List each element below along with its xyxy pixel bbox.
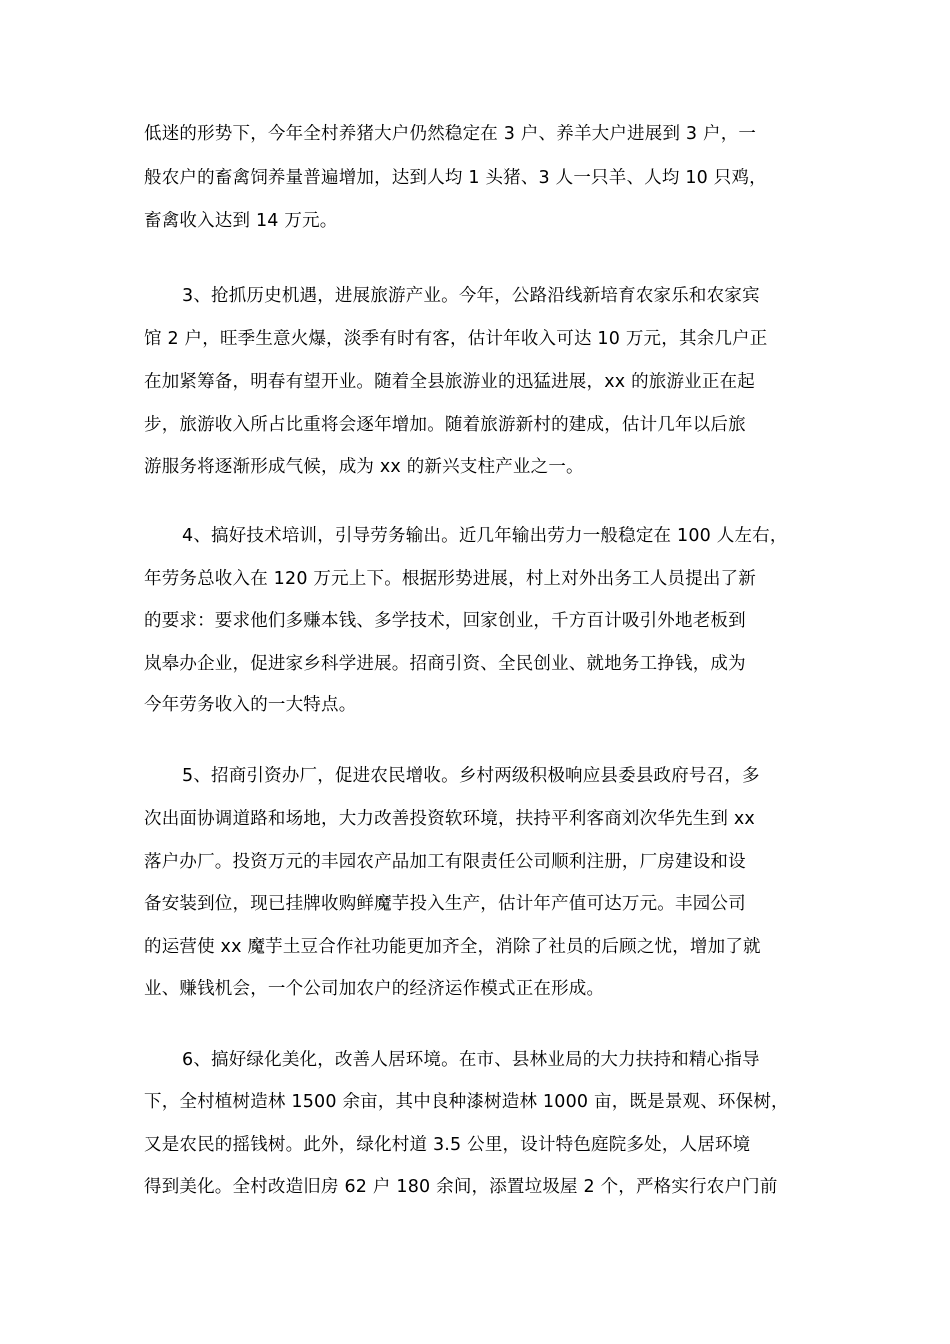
paragraph-4-line-3: 落户办厂。投资万元的丰园农产品加工有限责任公司顺利注册，厂房建设和设: [144, 852, 746, 872]
paragraph-3-line-4: 岚皋办企业，促进家乡科学进展。招商引资、全民创业、就地务工挣钱，成为: [144, 654, 746, 674]
paragraph-3-line-3: 的要求：要求他们多赚本钱、多学技术，回家创业，千方百计吸引外地老板到: [144, 611, 746, 631]
paragraph-2-line-2: 馆 2 户，旺季生意火爆，淡季有时有客，估计年收入可达 10 万元，其余几户正: [144, 329, 768, 349]
paragraph-4-line-4: 备安装到位，现已挂牌收购鲜魔芋投入生产，估计年产值可达万元。丰园公司: [144, 894, 746, 914]
paragraph-3-line-1: 4、搞好技术培训，引导劳务输出。近几年输出劳力一般稳定在 100 人左右，: [182, 526, 788, 546]
paragraph-2-line-1: 3、抢抓历史机遇，进展旅游产业。今年，公路沿线新培育农家乐和农家宾: [182, 286, 760, 306]
paragraph-5-line-2: 下，全村植树造林 1500 余亩，其中良种漆树造林 1000 亩，既是景观、环保树，: [144, 1092, 789, 1112]
paragraph-4-line-1: 5、招商引资办厂，促进农民增收。乡村两级积极响应县委县政府号召，多: [182, 766, 760, 786]
paragraph-3-line-5: 今年劳务收入的一大特点。: [144, 695, 357, 715]
paragraph-2-line-5: 游服务将逐渐形成气候，成为 xx 的新兴支柱产业之一。: [144, 457, 584, 477]
paragraph-4-line-6: 业、赚钱机会，一个公司加农户的经济运作模式正在形成。: [144, 979, 605, 999]
paragraph-5-line-3: 又是农民的摇钱树。此外，绿化村道 3.5 公里，设计特色庭院多处，人居环境: [144, 1135, 751, 1155]
paragraph-1-line-1: 低迷的形势下，今年全村养猪大户仍然稳定在 3 户、养羊大户进展到 3 户，一: [144, 124, 757, 144]
paragraph-5-line-4: 得到美化。全村改造旧房 62 户 180 余间，添置垃圾屋 2 个，严格实行农户门前: [144, 1177, 778, 1197]
paragraph-4-line-2: 次出面协调道路和场地，大力改善投资软环境，扶持平利客商刘次华先生到 xx: [144, 809, 755, 829]
paragraph-1-line-2: 般农户的畜禽饲养量普遍增加，达到人均 1 头猪、3 人一只羊、人均 10 只鸡，: [144, 168, 767, 188]
paragraph-1-line-3: 畜禽收入达到 14 万元。: [144, 211, 338, 231]
paragraph-2-line-3: 在加紧筹备，明春有望开业。随着全县旅游业的迅猛进展，xx 的旅游业正在起: [144, 372, 755, 392]
paragraph-3-line-2: 年劳务总收入在 120 万元上下。根据形势进展，村上对外出务工人员提出了新: [144, 569, 756, 589]
paragraph-5-line-1: 6、搞好绿化美化，改善人居环境。在市、县林业局的大力扶持和精心指导: [182, 1050, 760, 1070]
paragraph-2-line-4: 步，旅游收入所占比重将会逐年增加。随着旅游新村的建成，估计几年以后旅: [144, 415, 746, 435]
paragraph-4-line-5: 的运营使 xx 魔芋土豆合作社功能更加齐全，消除了社员的后顾之忧，增加了就: [144, 937, 761, 957]
